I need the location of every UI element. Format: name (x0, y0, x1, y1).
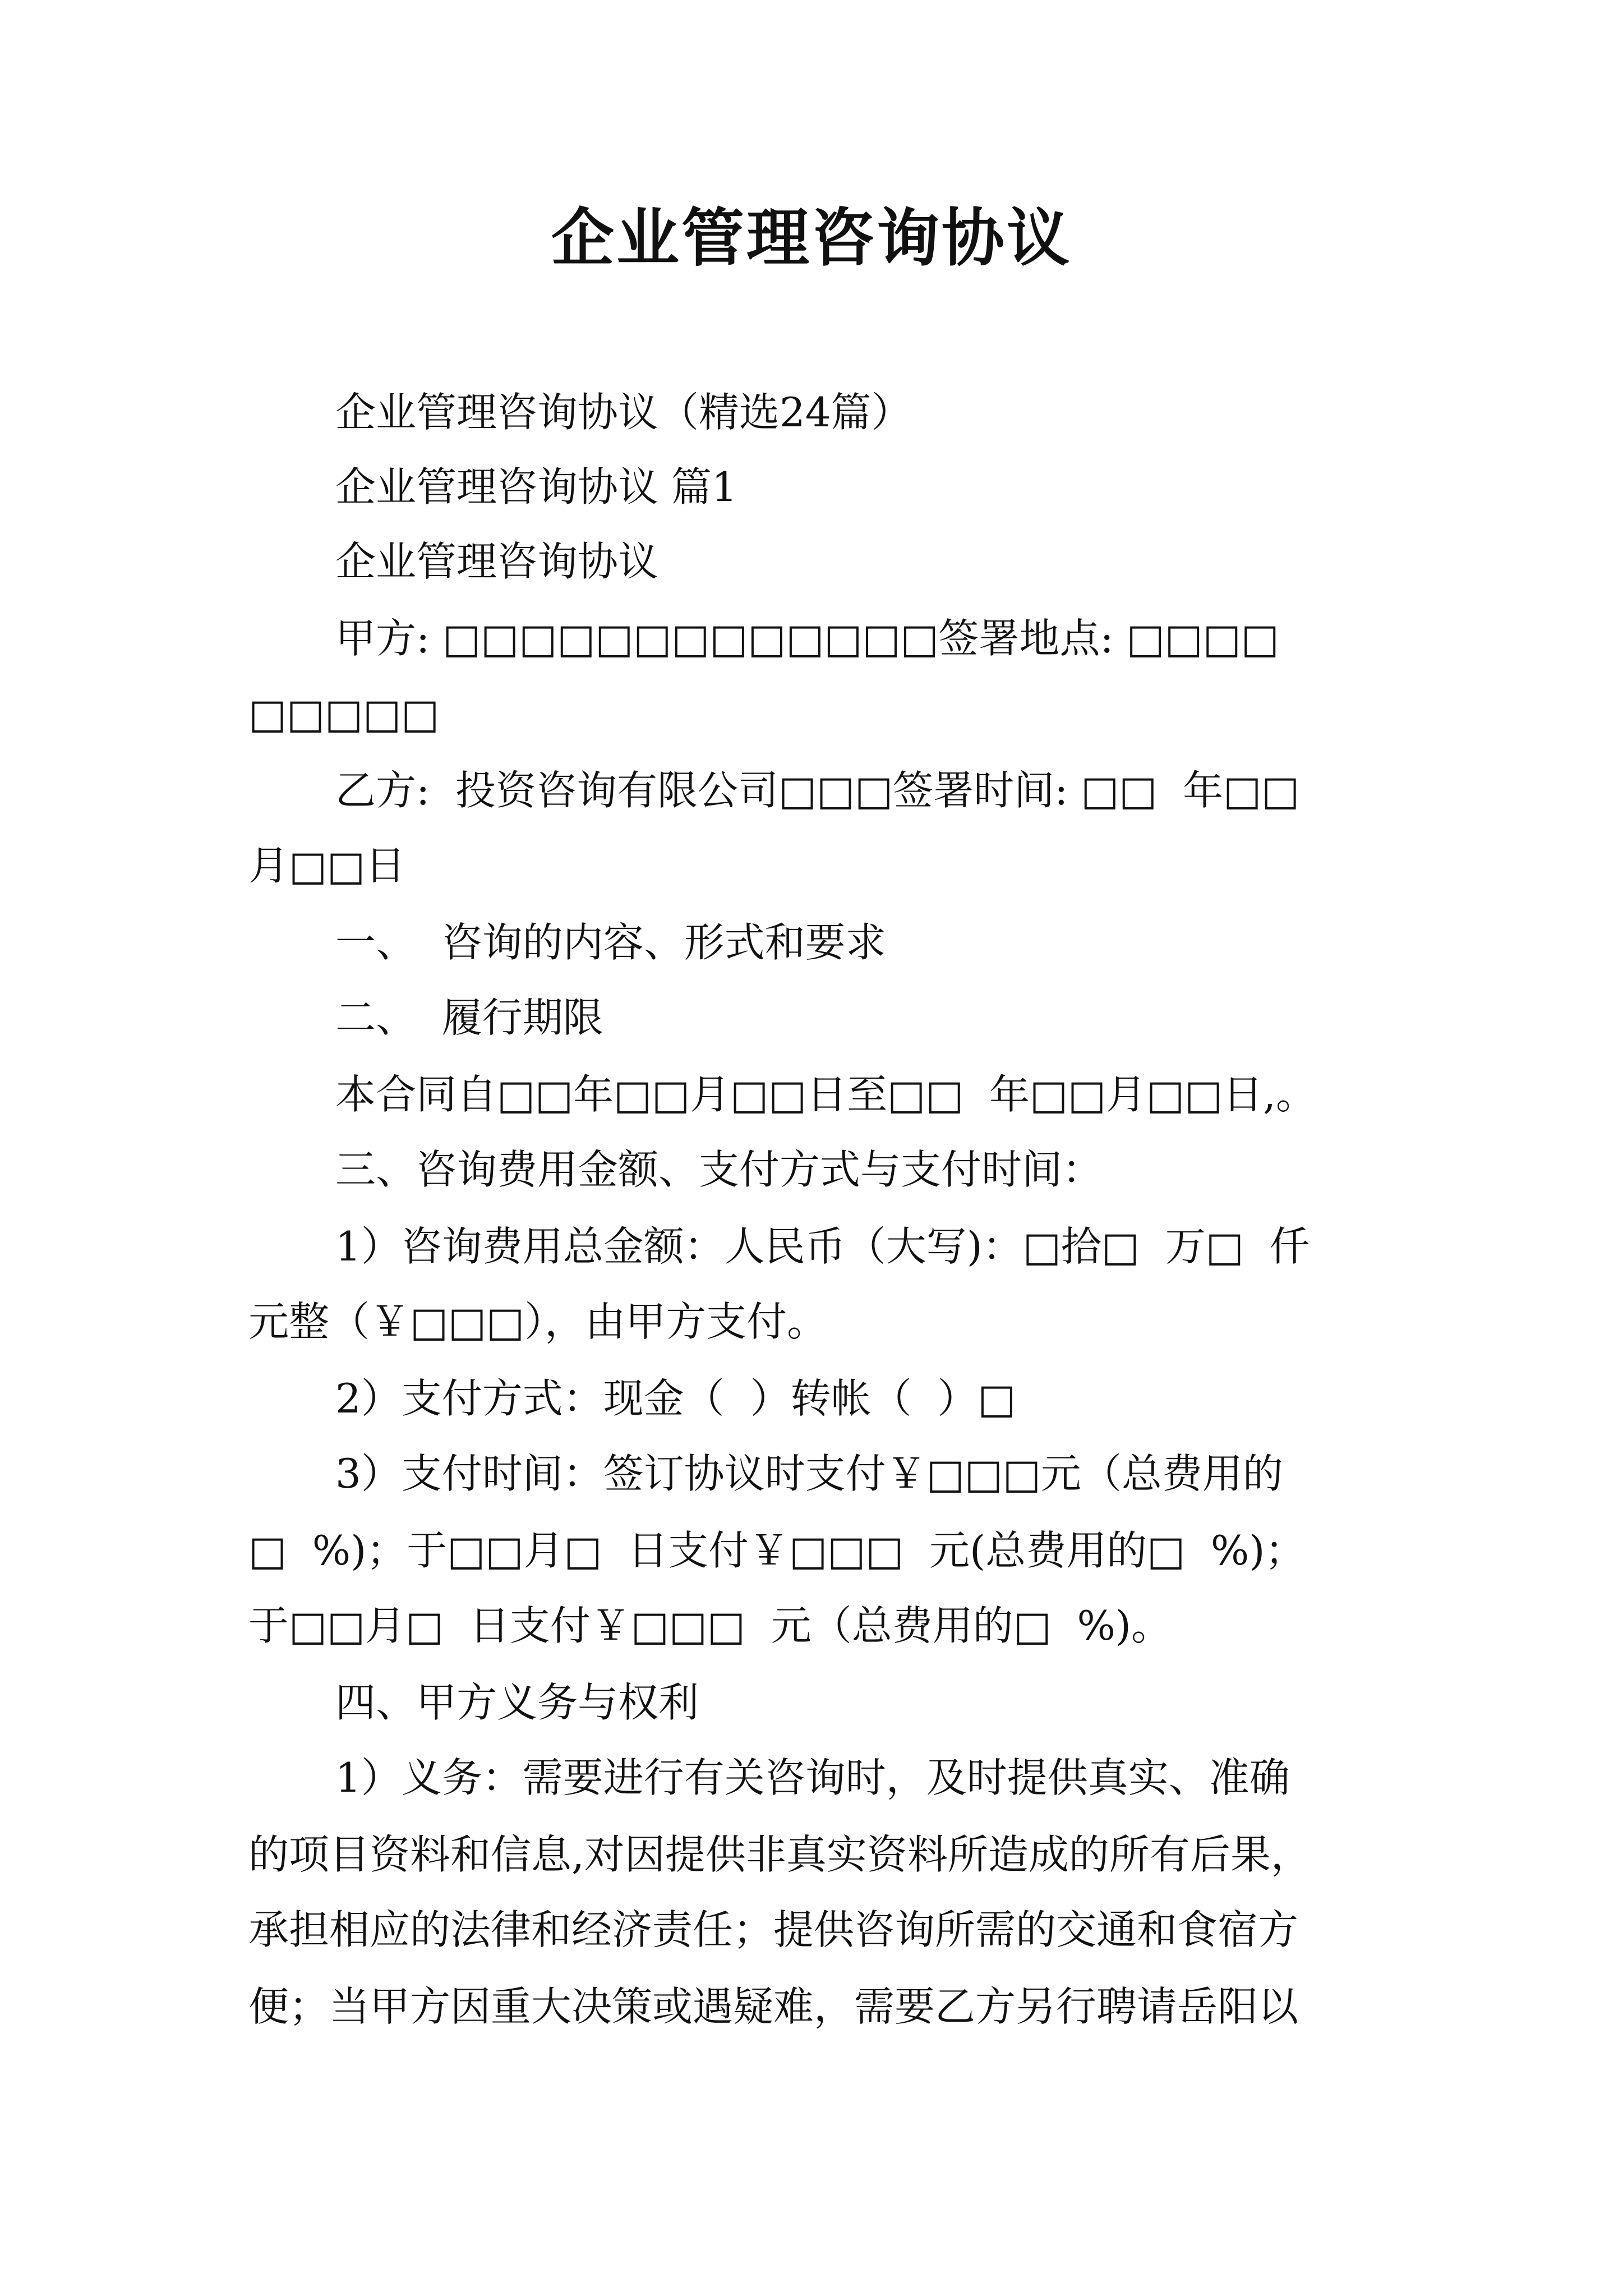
text-line: 便；当甲方因重大决策或遇疑难，需要乙方另行聘请岳阳以 (248, 1983, 1299, 2030)
text-line: 乙方: 投资咨询有限公司□□□签署时间: □□ 年□□ (335, 767, 1300, 814)
text-line: 企业管理咨询协议 (335, 538, 659, 585)
text-line: 元整（￥□□□），由甲方支付。 (248, 1298, 828, 1345)
text-line: 二、 履行期限 (335, 994, 603, 1041)
text-line: 四、甲方义务与权利 (335, 1679, 699, 1726)
text-line: 三、咨询费用金额、支付方式与支付时间： (335, 1146, 1103, 1193)
document-title: 企业管理咨询协议 (551, 201, 1072, 275)
text-line: 2）支付方式：现金（ ）转帐（ ）□ (335, 1375, 1016, 1422)
text-line: 一、 咨询的内容、形式和要求 (335, 919, 886, 966)
text-line: 于□□月□ 日支付￥□□□ 元（总费用的□ %)。 (248, 1602, 1172, 1649)
text-line: 3）支付时间：签订协议时支付￥□□□元（总费用的 (335, 1450, 1283, 1497)
text-line: 承担相应的法律和经济责任；提供咨询所需的交通和食宿方 (248, 1906, 1299, 1953)
text-line: 1）义务：需要进行有关咨询时，及时提供真实、准确 (335, 1754, 1290, 1801)
text-line: □□□□□ (248, 690, 440, 737)
text-line: 的项目资料和信息,对因提供非真实资料所造成的所有后果， (248, 1831, 1311, 1878)
text-line: 甲方: □□□□□□□□□□□□□签署地点: □□□□ (335, 615, 1279, 662)
text-line: 本合同自□□年□□月□□日至□□ 年□□月□□日,。 (335, 1071, 1316, 1118)
text-line: 1）咨询费用总金额：人民币（大写)：□拾□ 万□ 仟 (335, 1223, 1310, 1270)
text-line: □ %)；于□□月□ 日支付￥□□□ 元(总费用的□ %)； (248, 1527, 1306, 1574)
text-line: 企业管理咨询协议（精选24篇） (335, 389, 912, 436)
text-line: 企业管理咨询协议 篇1 (335, 463, 737, 510)
text-line: 月□□日 (248, 842, 406, 889)
